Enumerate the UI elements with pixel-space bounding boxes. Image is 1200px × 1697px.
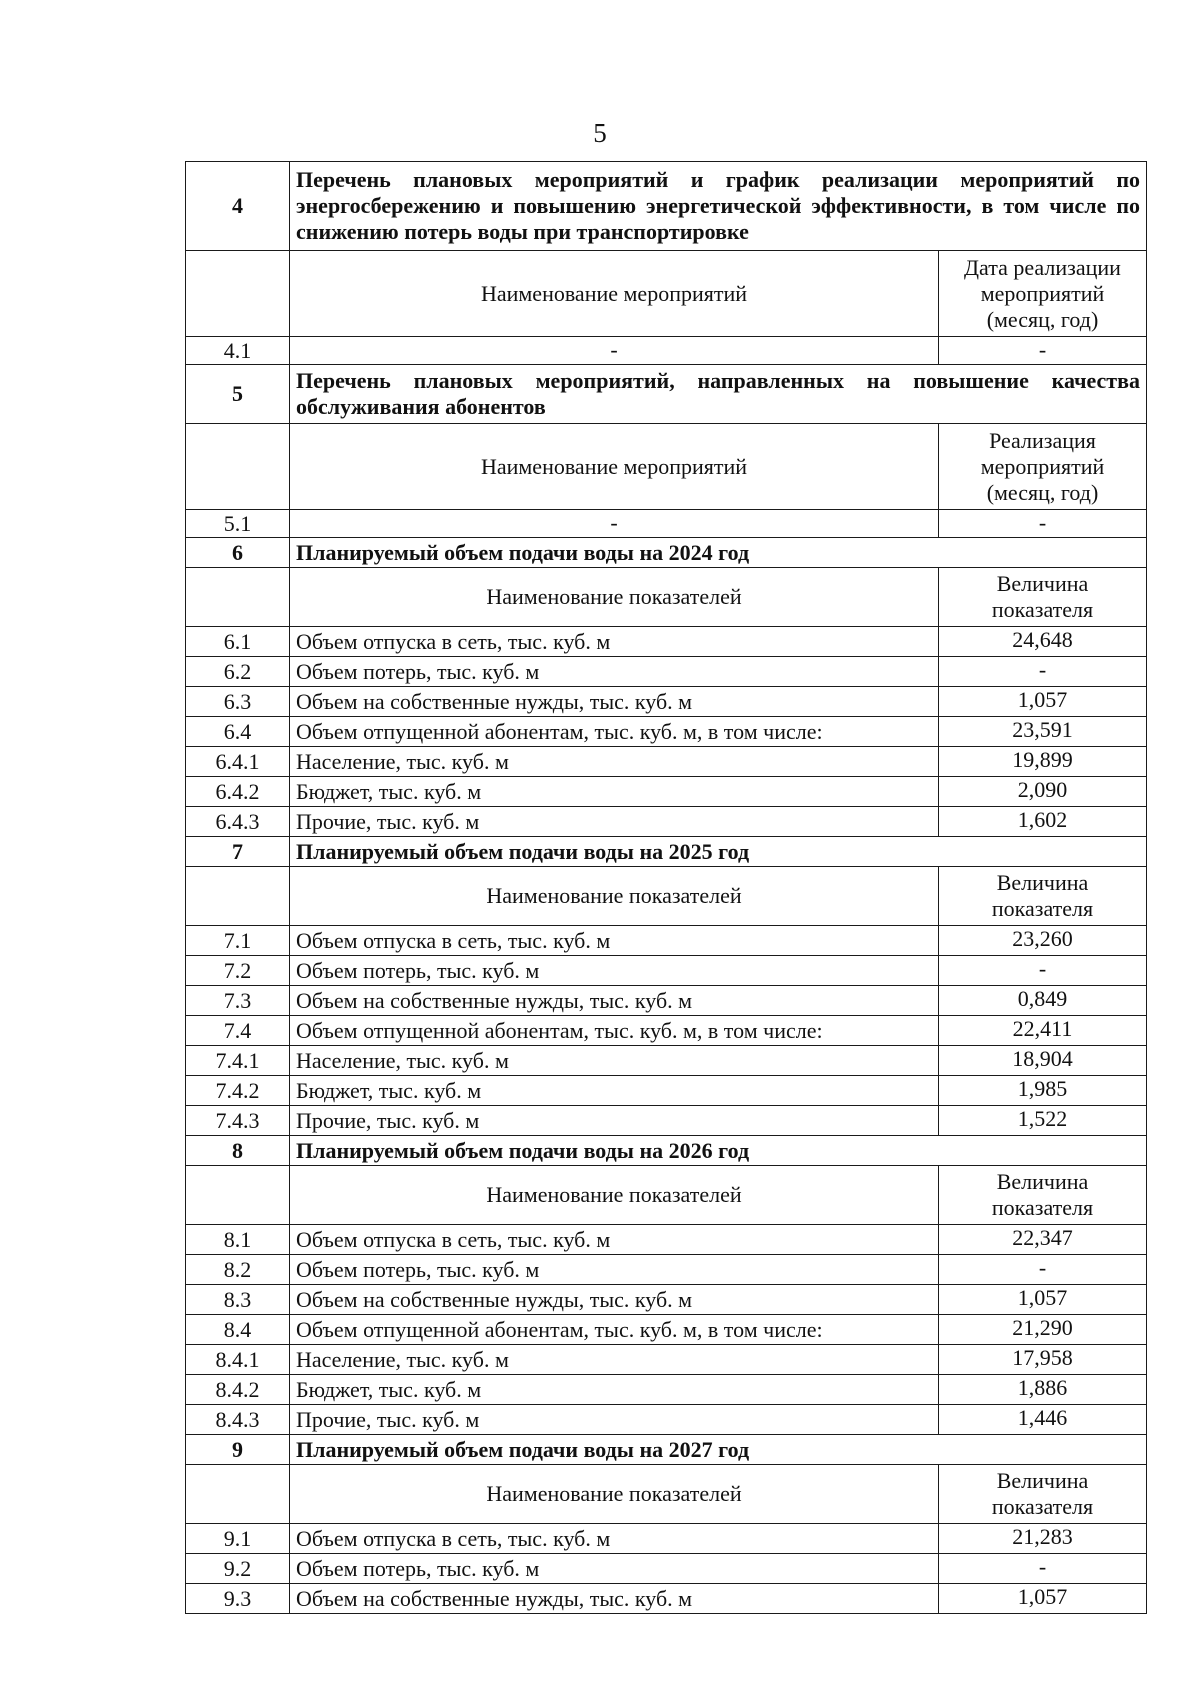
row-name: Бюджет, тыс. куб. м	[290, 1375, 939, 1405]
section-6-header	[186, 538, 1147, 568]
table-row	[186, 777, 1147, 807]
row-number: 8.4.1	[186, 1345, 290, 1375]
row-number: 8.2	[186, 1255, 290, 1285]
row-value: 1,602	[938, 807, 1146, 837]
row-number: 7.4.2	[186, 1076, 290, 1106]
row-number: 7.4	[186, 1016, 290, 1046]
table-row	[186, 747, 1147, 777]
table-row	[186, 1315, 1147, 1345]
section-number: 5	[186, 365, 290, 424]
row-name: Объем потерь, тыс. куб. м	[290, 657, 939, 687]
table-row	[186, 926, 1147, 956]
column-header-row	[186, 251, 1147, 337]
row-name: Объем на собственные нужды, тыс. куб. м	[290, 1285, 939, 1315]
row-name: Прочие, тыс. куб. м	[290, 807, 939, 837]
table-row	[186, 807, 1147, 837]
row-number: 9.1	[186, 1524, 290, 1554]
column-header-value: Величина показателя	[938, 1465, 1146, 1524]
row-number: 6.4.1	[186, 747, 290, 777]
row-name: Население, тыс. куб. м	[290, 1345, 939, 1375]
column-header-value: Величина показателя	[938, 568, 1146, 627]
column-header-row	[186, 568, 1147, 627]
row-value: -	[938, 956, 1146, 986]
empty-cell	[186, 1465, 290, 1524]
row-number: 7.4.1	[186, 1046, 290, 1076]
empty-cell	[186, 1166, 290, 1225]
table-row	[186, 337, 1147, 365]
table-row	[186, 510, 1147, 538]
table-row	[186, 1076, 1147, 1106]
row-number: 8.4.3	[186, 1405, 290, 1435]
row-name: Объем отпуска в сеть, тыс. куб. м	[290, 1225, 939, 1255]
row-number: 4.1	[186, 337, 290, 365]
table-row	[186, 1584, 1147, 1614]
row-value: 1,522	[938, 1106, 1146, 1136]
row-number: 6.4	[186, 717, 290, 747]
table-row	[186, 1046, 1147, 1076]
row-value: 21,283	[938, 1524, 1146, 1554]
column-header-name: Наименование показателей	[290, 1166, 939, 1225]
row-value: 2,090	[938, 777, 1146, 807]
table-row	[186, 657, 1147, 687]
row-value: 23,591	[938, 717, 1146, 747]
row-number: 5.1	[186, 510, 290, 538]
row-name: Объем отпуска в сеть, тыс. куб. м	[290, 627, 939, 657]
row-name: Бюджет, тыс. куб. м	[290, 777, 939, 807]
table-row	[186, 1345, 1147, 1375]
section-7-header	[186, 837, 1147, 867]
column-header-row	[186, 424, 1147, 510]
row-value: -	[938, 510, 1146, 538]
row-value: 24,648	[938, 627, 1146, 657]
row-name: Население, тыс. куб. м	[290, 1046, 939, 1076]
column-header-name: Наименование показателей	[290, 867, 939, 926]
empty-cell	[186, 568, 290, 627]
row-number: 8.3	[186, 1285, 290, 1315]
column-header-value: Величина показателя	[938, 1166, 1146, 1225]
row-number: 6.2	[186, 657, 290, 687]
row-name: Объем на собственные нужды, тыс. куб. м	[290, 687, 939, 717]
measures-table	[185, 161, 1147, 1614]
row-value: 1,985	[938, 1076, 1146, 1106]
row-value: 1,446	[938, 1405, 1146, 1435]
row-number: 7.4.3	[186, 1106, 290, 1136]
row-number: 8.4.2	[186, 1375, 290, 1405]
row-number: 6.1	[186, 627, 290, 657]
row-value: 1,057	[938, 687, 1146, 717]
row-number: 6.4.3	[186, 807, 290, 837]
row-value: 19,899	[938, 747, 1146, 777]
column-header-row	[186, 1166, 1147, 1225]
row-value: 17,958	[938, 1345, 1146, 1375]
section-number: 4	[186, 162, 290, 251]
row-number: 8.1	[186, 1225, 290, 1255]
row-value: 22,411	[938, 1016, 1146, 1046]
row-value: -	[938, 657, 1146, 687]
column-header-name: Наименование показателей	[290, 568, 939, 627]
table-row	[186, 1225, 1147, 1255]
section-4-header	[186, 162, 1147, 251]
row-number: 7.2	[186, 956, 290, 986]
table-row	[186, 1106, 1147, 1136]
table-row	[186, 1255, 1147, 1285]
section-8-header	[186, 1136, 1147, 1166]
row-name: Объем отпуска в сеть, тыс. куб. м	[290, 1524, 939, 1554]
section-number: 9	[186, 1435, 290, 1465]
row-value: 1,886	[938, 1375, 1146, 1405]
row-number: 8.4	[186, 1315, 290, 1345]
row-name: Объем отпуска в сеть, тыс. куб. м	[290, 926, 939, 956]
column-header-row	[186, 1465, 1147, 1524]
row-name: Объем на собственные нужды, тыс. куб. м	[290, 1584, 939, 1614]
row-value: -	[938, 337, 1146, 365]
table-row	[186, 1016, 1147, 1046]
row-name: Прочие, тыс. куб. м	[290, 1106, 939, 1136]
table-row	[186, 1405, 1147, 1435]
empty-cell	[186, 867, 290, 926]
table-row	[186, 956, 1147, 986]
row-number: 9.2	[186, 1554, 290, 1584]
row-number: 7.1	[186, 926, 290, 956]
row-name: Объем потерь, тыс. куб. м	[290, 956, 939, 986]
table-row	[186, 986, 1147, 1016]
table-row	[186, 627, 1147, 657]
section-title: Планируемый объем подачи воды на 2027 год	[290, 1435, 1147, 1465]
table-row	[186, 1375, 1147, 1405]
column-header-row	[186, 867, 1147, 926]
row-name: -	[290, 510, 939, 538]
row-number: 7.3	[186, 986, 290, 1016]
row-value: -	[938, 1255, 1146, 1285]
row-name: Объем отпущенной абонентам, тыс. куб. м, в том числе:	[290, 717, 939, 747]
column-header-value: Величина показателя	[938, 867, 1146, 926]
column-header-value: Реализация мероприятий (месяц, год)	[938, 424, 1146, 510]
table-row	[186, 717, 1147, 747]
column-header-name: Наименование мероприятий	[290, 424, 939, 510]
section-number: 6	[186, 538, 290, 568]
row-name: Бюджет, тыс. куб. м	[290, 1076, 939, 1106]
page-number: 5	[593, 118, 607, 148]
row-number: 9.3	[186, 1584, 290, 1614]
table-row	[186, 1524, 1147, 1554]
column-header-value: Дата реализации мероприятий (месяц, год)	[938, 251, 1146, 337]
row-name: Прочие, тыс. куб. м	[290, 1405, 939, 1435]
section-5-header	[186, 365, 1147, 424]
row-name: Объем потерь, тыс. куб. м	[290, 1255, 939, 1285]
row-value: 18,904	[938, 1046, 1146, 1076]
row-value: -	[938, 1554, 1146, 1584]
section-title: Планируемый объем подачи воды на 2026 год	[290, 1136, 1147, 1166]
section-title: Планируемый объем подачи воды на 2024 год	[290, 538, 1147, 568]
row-name: Объем отпущенной абонентам, тыс. куб. м, в том числе:	[290, 1315, 939, 1345]
column-header-name: Наименование мероприятий	[290, 251, 939, 337]
row-number: 6.4.2	[186, 777, 290, 807]
section-title: Перечень плановых мероприятий, направленных на повышение качества обслуживания абонентов	[290, 365, 1147, 424]
row-value: 1,057	[938, 1584, 1146, 1614]
table-row	[186, 1285, 1147, 1315]
row-value: 1,057	[938, 1285, 1146, 1315]
column-header-name: Наименование показателей	[290, 1465, 939, 1524]
table-row	[186, 1554, 1147, 1584]
row-value: 23,260	[938, 926, 1146, 956]
row-name: Объем отпущенной абонентам, тыс. куб. м, в том числе:	[290, 1016, 939, 1046]
row-value: 0,849	[938, 986, 1146, 1016]
row-name: Объем потерь, тыс. куб. м	[290, 1554, 939, 1584]
empty-cell	[186, 251, 290, 337]
table-row	[186, 687, 1147, 717]
section-title: Перечень плановых мероприятий и график реализации мероприятий по энергосбережению и повышению энергетической эффективности, в том числе по снижению потерь воды при транспортировке	[290, 162, 1147, 251]
row-name: Население, тыс. куб. м	[290, 747, 939, 777]
row-value: 21,290	[938, 1315, 1146, 1345]
section-9-header	[186, 1435, 1147, 1465]
row-name: Объем на собственные нужды, тыс. куб. м	[290, 986, 939, 1016]
section-number: 8	[186, 1136, 290, 1166]
row-value: 22,347	[938, 1225, 1146, 1255]
empty-cell	[186, 424, 290, 510]
section-number: 7	[186, 837, 290, 867]
row-name: -	[290, 337, 939, 365]
section-title: Планируемый объем подачи воды на 2025 год	[290, 837, 1147, 867]
row-number: 6.3	[186, 687, 290, 717]
